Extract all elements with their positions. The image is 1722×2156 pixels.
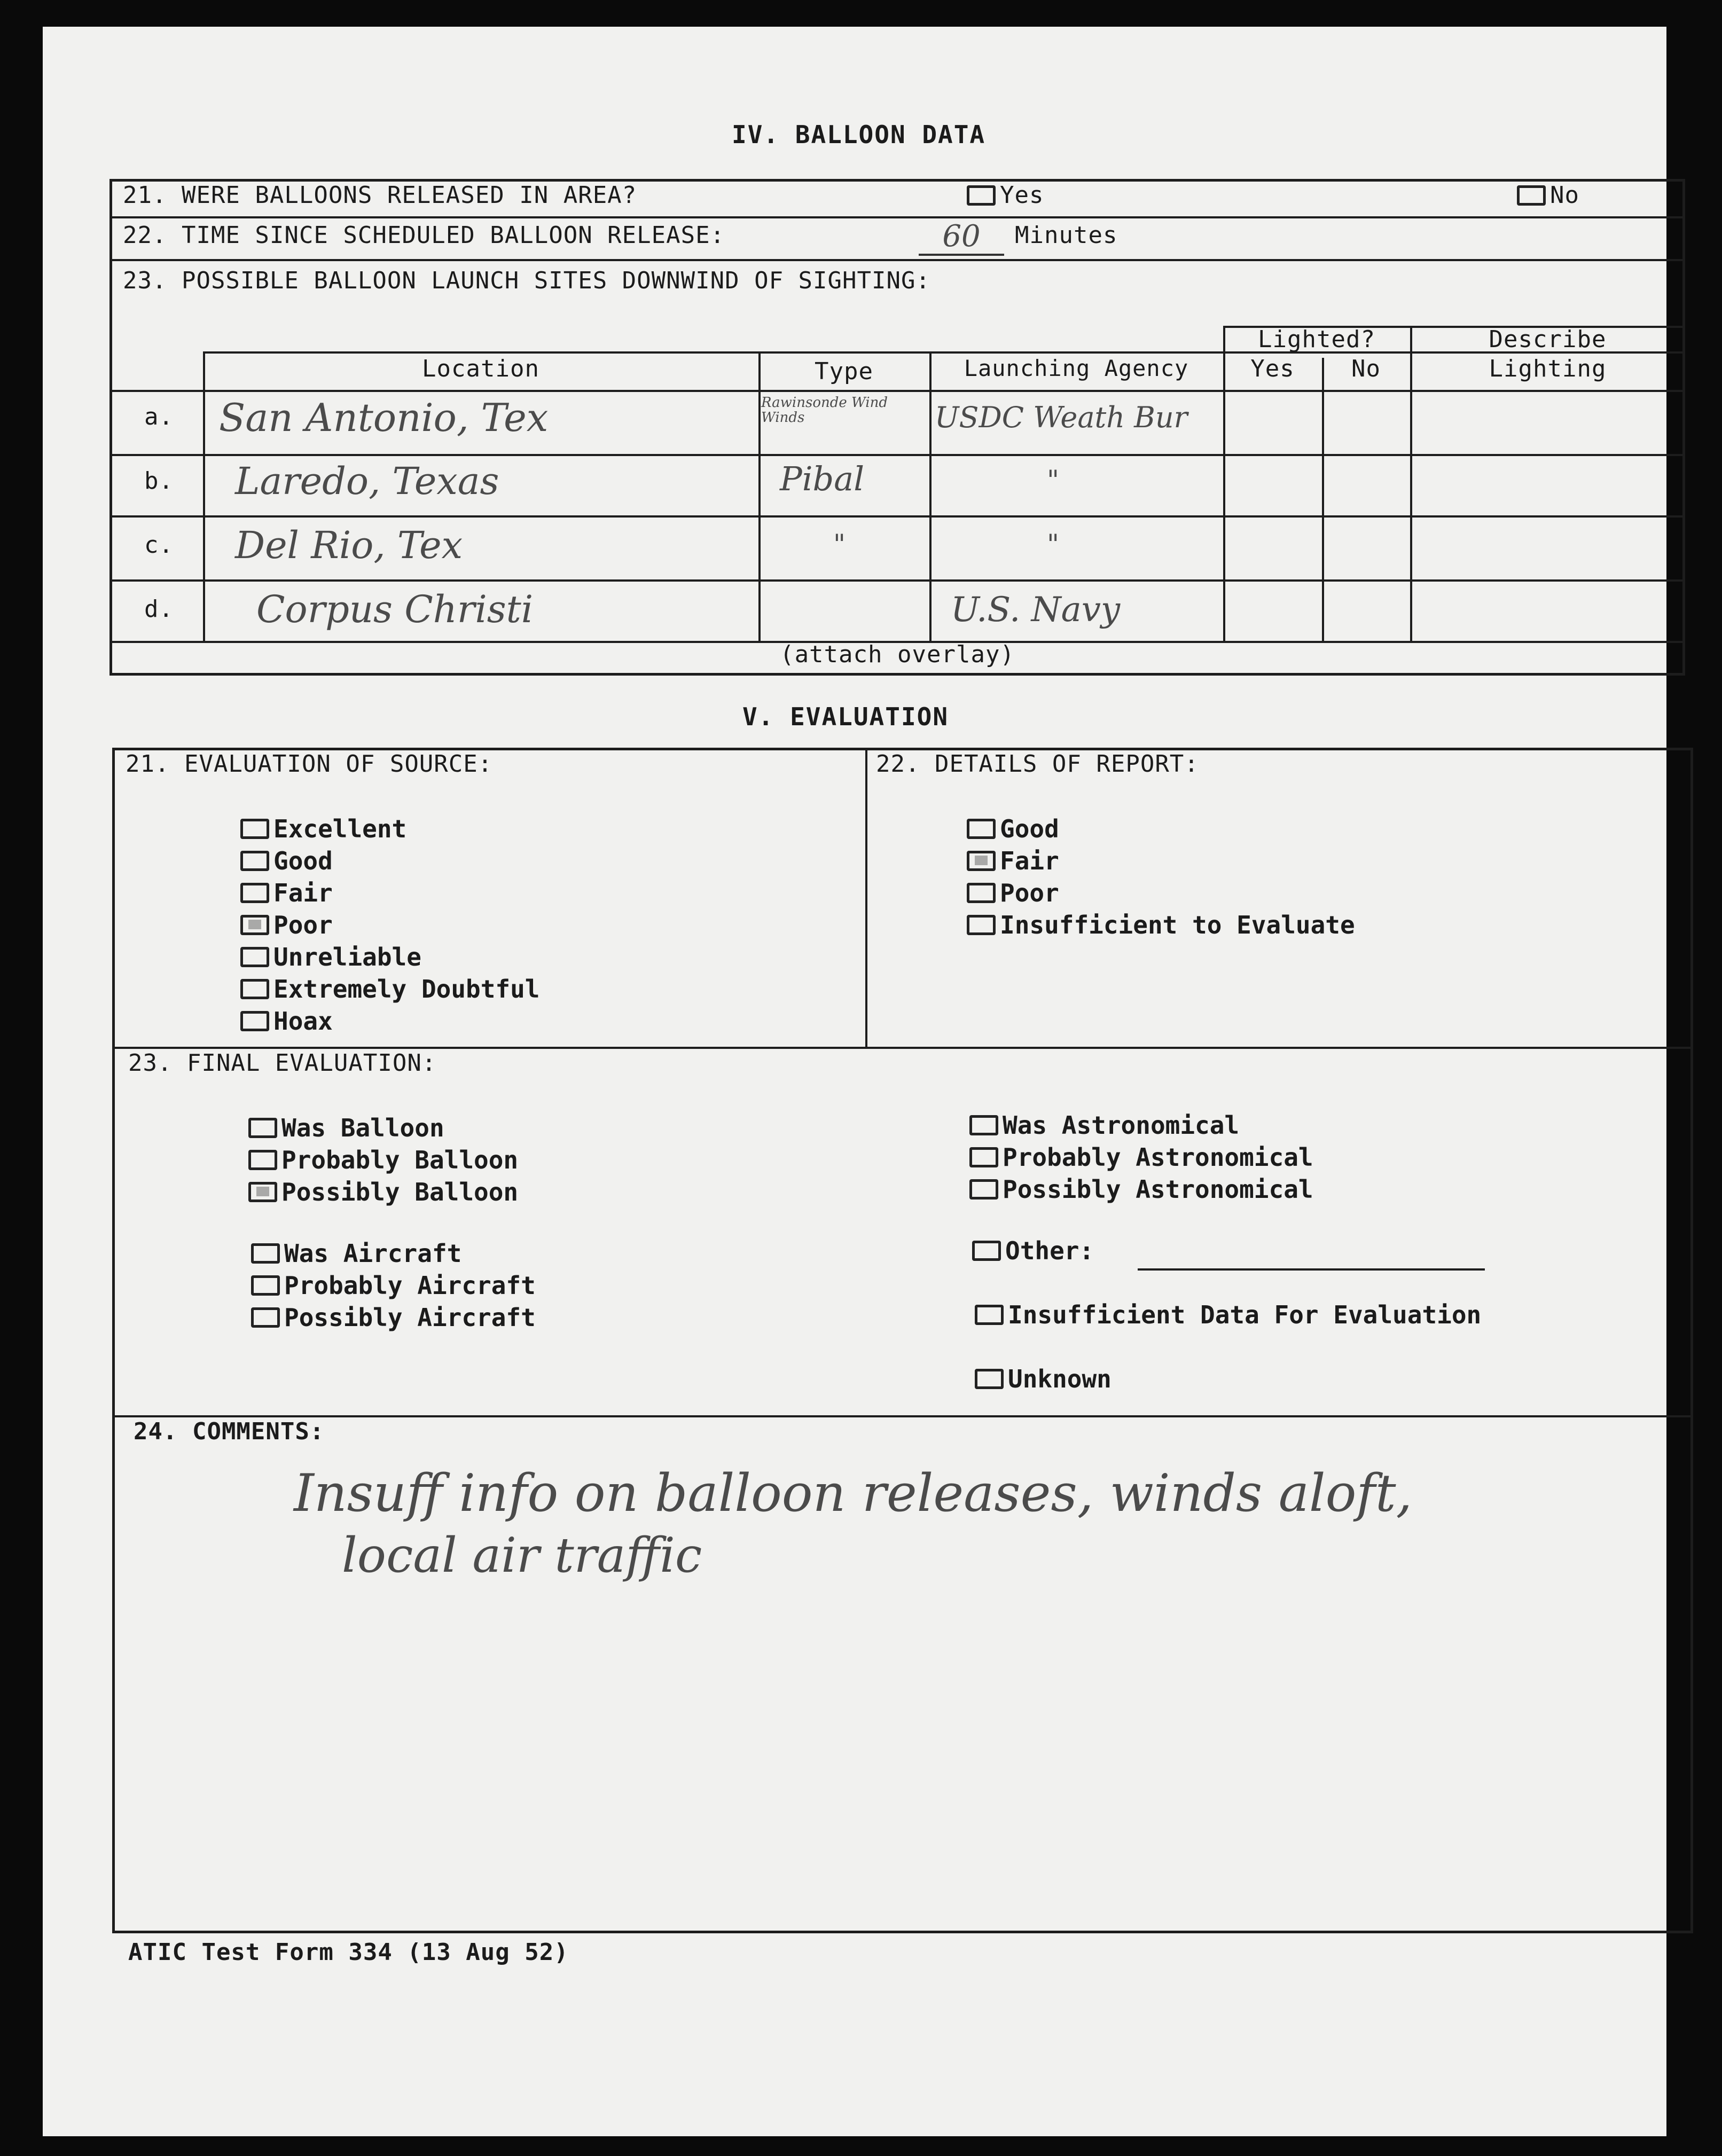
row-letter: d. [144,595,174,623]
header-lighting: Lighting [1489,355,1607,382]
other-blank-line[interactable] [1138,1268,1485,1271]
row-location: Del Rio, Tex [235,523,463,567]
final-possibly-aircraft-option[interactable]: Possibly Aircraft [251,1303,536,1332]
q21-no-checkbox[interactable] [1517,185,1546,206]
checkbox[interactable] [969,1115,998,1135]
details-report-label: 22. DETAILS OF REPORT: [876,750,1199,778]
checkbox[interactable] [967,915,996,935]
checkbox[interactable] [975,1305,1004,1325]
section-v-title: V. EVALUATION [742,702,949,731]
final-probably-aircraft-option[interactable]: Probably Aircraft [251,1271,536,1300]
checkbox[interactable] [967,819,996,839]
source-excellent-option[interactable]: Excellent [240,814,406,843]
header-lighted-yes: Yes [1250,355,1295,382]
final-evaluation-label: 23. FINAL EVALUATION: [128,1049,437,1077]
checkbox[interactable] [972,1241,1001,1261]
checkbox[interactable] [969,1147,998,1167]
checkbox[interactable] [240,819,269,839]
details-poor-option[interactable]: Poor [967,879,1059,907]
final-probably-balloon-option[interactable]: Probably Balloon [248,1146,518,1174]
q22-minutes-value: 60 [919,219,1004,256]
row-agency: " [1047,529,1059,560]
checkbox[interactable] [248,1150,277,1170]
checkbox[interactable] [240,979,269,999]
checkbox[interactable] [240,851,269,871]
final-possibly-balloon-option[interactable]: Possibly Balloon [248,1178,518,1206]
comments-label: 24. COMMENTS: [134,1418,325,1445]
checkbox[interactable] [251,1243,280,1264]
q21-yes-option[interactable]: Yes [967,182,1044,209]
row-letter: b. [144,467,174,495]
row-type: Pibal [780,459,865,498]
checkbox[interactable] [240,1011,269,1031]
details-good-option[interactable]: Good [967,814,1059,843]
source-good-option[interactable]: Good [240,846,333,875]
checkbox[interactable] [969,1179,998,1199]
q22-time-since-label: 22. TIME SINCE SCHEDULED BALLOON RELEASE: [123,222,725,249]
source-extremely-doubtful-option[interactable]: Extremely Doubtful [240,975,540,1003]
final-insufficient-data-option[interactable]: Insufficient Data For Evaluation [975,1300,1481,1329]
source-unreliable-option[interactable]: Unreliable [240,943,421,971]
header-location: Location [422,355,539,382]
final-other-option[interactable]: Other: [972,1236,1094,1265]
source-hoax-option[interactable]: Hoax [240,1007,333,1036]
final-was-balloon-option[interactable]: Was Balloon [248,1114,444,1142]
q21-yes-checkbox[interactable] [967,185,996,206]
final-unknown-option[interactable]: Unknown [975,1365,1112,1393]
q23-launch-sites-label: 23. POSSIBLE BALLOON LAUNCH SITES DOWNWIND OF SIGHTING: [123,267,930,294]
attach-overlay-note: (attach overlay) [780,641,1015,668]
row-agency: USDC Weath Bur [935,401,1188,434]
comments-line-1: Insuff info on balloon releases, winds aloft, [294,1463,1413,1523]
source-poor-option[interactable]: Poor [240,911,333,939]
checkbox[interactable] [240,883,269,903]
header-lighted-no: No [1351,355,1381,382]
comments-line-2: local air traffic [342,1527,702,1583]
details-insufficient-option[interactable]: Insufficient to Evaluate [967,911,1355,939]
section-iv-title: IV. BALLOON DATA [732,120,986,149]
checkbox[interactable] [975,1369,1004,1389]
form-footer: ATIC Test Form 334 (13 Aug 52) [128,1939,569,1966]
checkbox-checked[interactable] [967,851,996,871]
checkbox[interactable] [248,1118,277,1138]
checkbox-checked[interactable] [240,915,269,935]
row-letter: a. [144,403,174,430]
header-type: Type [815,358,873,385]
checkbox-checked[interactable] [248,1182,277,1202]
q21-balloons-released-label: 21. WERE BALLOONS RELEASED IN AREA? [123,182,637,209]
checkbox[interactable] [251,1275,280,1296]
eval-source-label: 21. EVALUATION OF SOURCE: [126,750,493,778]
row-location: Corpus Christi [256,587,534,631]
row-location: Laredo, Texas [235,459,499,503]
final-possibly-astronomical-option[interactable]: Possibly Astronomical [969,1175,1313,1204]
final-was-astronomical-option[interactable]: Was Astronomical [969,1111,1239,1140]
source-fair-option[interactable]: Fair [240,879,333,907]
row-type: " [833,529,846,560]
header-launching-agency: Launching Agency [964,355,1189,381]
final-was-aircraft-option[interactable]: Was Aircraft [251,1239,461,1268]
row-letter: c. [144,531,174,559]
row-agency: " [1047,465,1059,496]
final-probably-astronomical-option[interactable]: Probably Astronomical [969,1143,1313,1172]
header-describe: Describe [1489,326,1607,353]
row-type: Rawinsonde Wind Winds [761,395,888,426]
checkbox[interactable] [251,1307,280,1328]
header-lighted: Lighted? [1258,326,1375,353]
row-location: San Antonio, Tex [219,395,549,440]
evaluation-box [112,748,1693,1933]
checkbox[interactable] [240,947,269,967]
q22-unit-label: Minutes [1015,222,1118,249]
row-agency: U.S. Navy [951,590,1121,630]
form-page [43,27,1666,2136]
checkbox[interactable] [967,883,996,903]
details-fair-option[interactable]: Fair [967,846,1059,875]
q21-no-option[interactable]: No [1517,182,1579,209]
